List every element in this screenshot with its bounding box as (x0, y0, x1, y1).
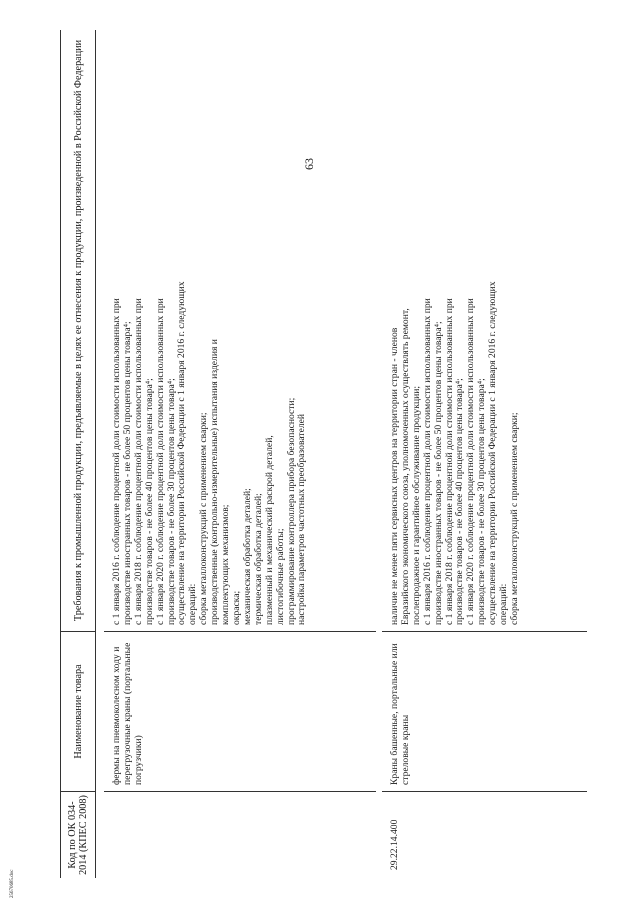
requirement-line: послепродажное и гарантийное обслуживание продукции; (410, 385, 422, 625)
requirement-line: производстве товаров - не более 40 процентов цены товара⁴; (454, 378, 466, 625)
requirement-line: сборка металлоконструкций с применением сварки; (508, 412, 520, 625)
requirement-line: производстве товаров - не более 30 процентов цены товара⁴; (165, 378, 177, 625)
requirement-line: сборка металлоконструкций с применением сварки; (198, 412, 210, 625)
requirement-line: настройка параметров частотных преобразователей (296, 413, 308, 625)
row-requirements (382, 30, 587, 631)
requirement-line: с 1 января 2016 г. соблюдение процентной доли стоимости использованных при (421, 298, 433, 625)
requirement-line: с 1 января 2016 г. соблюдение процентной доли стоимости использованных при (111, 298, 122, 625)
requirement-line: с 1 января 2020 г. соблюдение процентной доли стоимости использованных при (465, 298, 477, 625)
row-requirements (104, 30, 376, 631)
requirement-line: листогибочные работы; (274, 528, 286, 625)
requirement-line: с 1 января 2018 г. соблюдение процентной доли стоимости использованных при (132, 298, 144, 625)
requirement-line: термическая обработка деталей; (252, 493, 264, 625)
requirement-line: механическая обработка деталей; (241, 488, 253, 625)
requirement-line: осуществление на территории Российской Федерации с 1 января 2016 г. следующих (176, 281, 188, 625)
requirement-line: комплектующих механизмов; (220, 504, 232, 625)
requirement-line: операций: (187, 583, 199, 625)
header-code: Код по ОК 034-2014 (КПЕС 2008) (61, 791, 95, 878)
page-number: 63 (302, 158, 316, 170)
requirement-line: производстве иностранных товаров - не более 50 процентов цены товара⁴; (121, 321, 133, 625)
table-header (60, 30, 96, 878)
requirement-line: плазменный и механический раскрой деталей, (263, 435, 275, 625)
requirement-line: наличие не менее пяти сервисных центров на территории стран - членов (389, 327, 400, 625)
requirement-line: операций: (498, 583, 510, 625)
footer-document-code: 25670685.doc (10, 869, 15, 898)
requirement-line: производстве товаров - не более 30 процентов цены товара⁴; (476, 378, 488, 625)
requirement-line: окраска; (230, 590, 242, 625)
requirement-line: производственные (контрольно-измерительные) испытания изделия и (209, 339, 221, 625)
table-row (96, 30, 376, 878)
requirement-line: с 1 января 2020 г. соблюдение процентной доли стоимости использованных при (154, 298, 166, 625)
requirement-line: производстве товаров - не более 40 процентов цены товара⁴; (143, 378, 155, 625)
header-name: Наименование товара (61, 631, 95, 791)
requirement-line: осуществление на территории Российской Федерации с 1 января 2016 г. следующих (487, 281, 499, 625)
requirement-line: Евразийского экономического союза, уполномоченных осуществлять ремонт, (399, 308, 411, 625)
header-requirements: Требования к промышленной продукции, предъявляемые в целях ее отнесения к продукции, произведенной в Российской Федерации (72, 39, 84, 622)
requirement-line: производстве иностранных товаров - не более 50 процентов цены товара⁴; (432, 321, 444, 625)
table-row (376, 30, 587, 878)
row-code: 29.22.14.400 (382, 791, 587, 878)
row-code (104, 791, 376, 878)
row-name: Краны башенные, портальные или стреловые краны (382, 631, 587, 791)
requirements-table (60, 30, 580, 878)
row-name: фермы на пневмоколесном ходу и перегрузочные краны (портальные погрузчики) (104, 631, 376, 791)
requirement-line: программирование контроллера прибора безопасности; (285, 397, 297, 625)
requirement-line: с 1 января 2018 г. соблюдение процентной доли стоимости использованных при (443, 298, 455, 625)
